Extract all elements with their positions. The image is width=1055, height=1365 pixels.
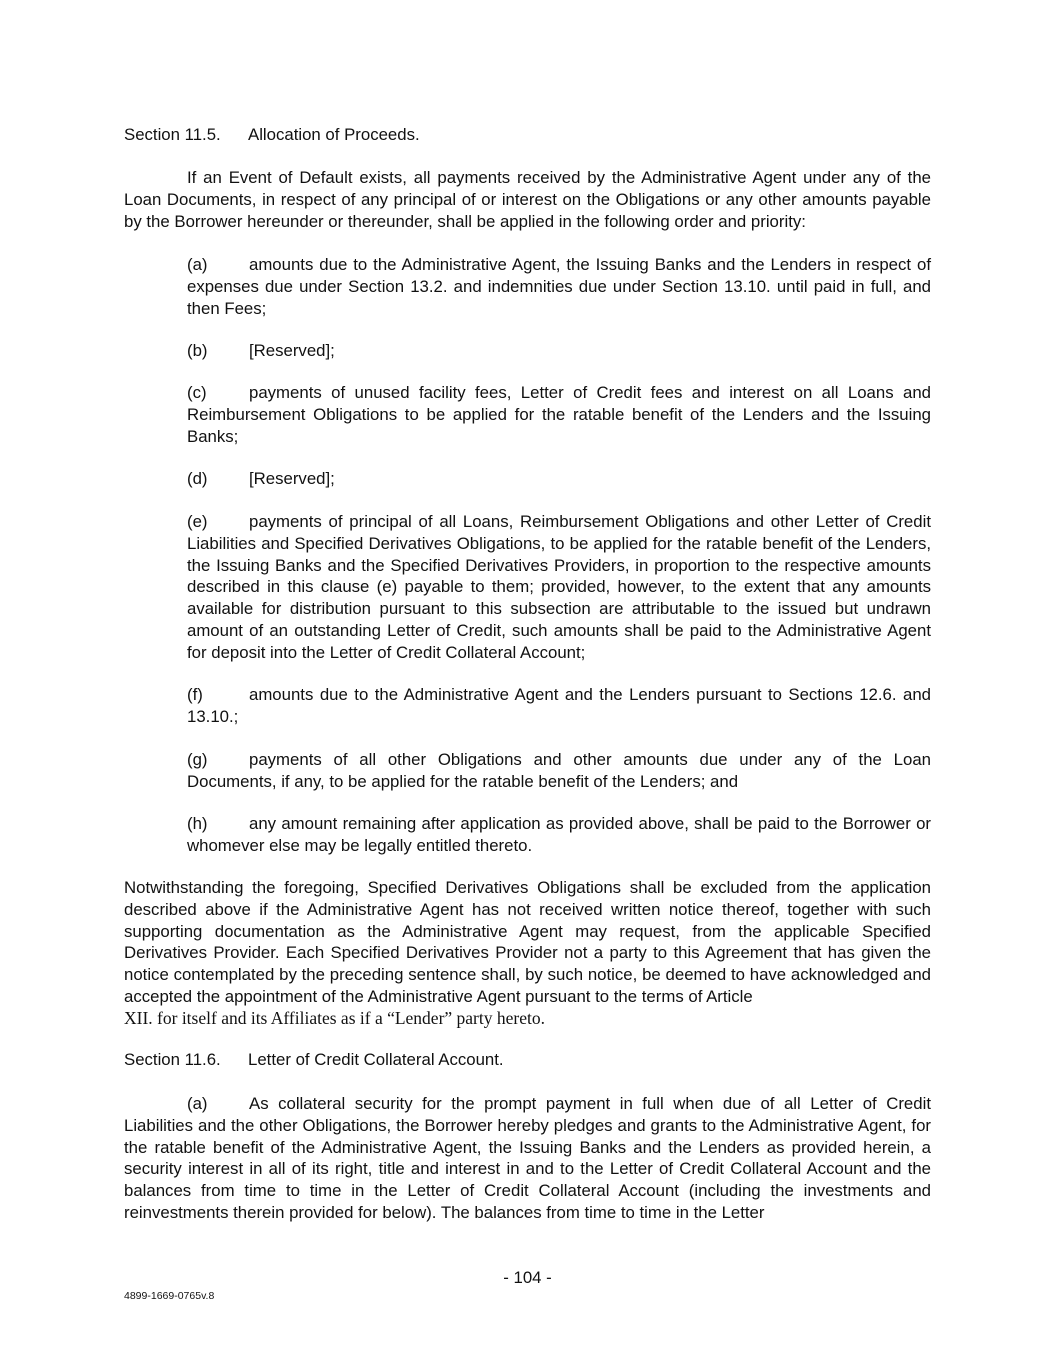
notwithstanding-tail: XII. for itself and its Affiliates as if a “Lender” party hereto. (124, 1007, 545, 1028)
item-label: (a) (187, 255, 208, 274)
page-number: - 104 - (503, 1268, 552, 1287)
item-label: (h) (187, 814, 208, 833)
item-label: (d) (187, 469, 208, 488)
section-title: Allocation of Proceeds. (248, 125, 420, 144)
item-text: amounts due to the Administrative Agent, the Issuing Banks and the Lenders in respect of expenses due under Section 13.2. and indemnities due under Section 13.10. until paid in full, and then Fees; (187, 255, 931, 318)
subsection-a-label: (a) (187, 1094, 208, 1113)
item-text: payments of unused facility fees, Letter of Credit fees and interest on all Loans and Reimbursement Obligations to be applied for the ratable benefit of the Lenders and the Issuing Banks; (187, 383, 931, 446)
item-text: amounts due to the Administrative Agent and the Lenders pursuant to Sections 12.6. and 13.10.; (187, 685, 931, 726)
item-text: [Reserved]; (249, 341, 335, 360)
section-title: Letter of Credit Collateral Account. (248, 1050, 504, 1069)
section-11-6-heading (124, 1049, 931, 1071)
item-label: (c) (187, 383, 207, 402)
list-item (187, 382, 931, 447)
item-label: (e) (187, 512, 208, 531)
notwithstanding-text: Notwithstanding the foregoing, Specified Derivatives Obligations shall be excluded from the application described above if the Administrative Agent has not received written notice thereof, together with such supporting documentation as the Administrative Agent may request, from the applicable Specified Derivatives Provider. Each Specified Derivatives Provider not a party to this Agreement that has given the notice contemplated by the preceding sentence shall, by such notice, be deemed to have acknowledged and accepted the appointment of the Administrative Agent pursuant to the terms of Article (124, 878, 931, 1006)
intro-text: If an Event of Default exists, all payments received by the Administrative Agent under any of the Loan Documents, in respect of any principal of or interest on the Obligations or any other amounts payable by the Borrower hereunder or thereunder, shall be applied in the following order and priority: (124, 168, 931, 231)
section-11-5-heading (124, 124, 931, 146)
list-item (187, 254, 931, 319)
item-text: any amount remaining after application as provided above, shall be paid to the Borrower or whomever else may be legally entitled thereto. (187, 814, 931, 855)
item-text: payments of all other Obligations and other amounts due under any of the Loan Documents, if any, to be applied for the ratable benefit of the Lenders; and (187, 750, 931, 791)
section-number: Section 11.6. (124, 1050, 221, 1069)
list-item (187, 340, 931, 362)
notwithstanding-paragraph (124, 877, 931, 1030)
list-item (187, 468, 931, 490)
item-label: (g) (187, 750, 208, 769)
item-text: payments of principal of all Loans, Reimbursement Obligations and other Letter of Credit Liabilities and Specified Derivatives Obligations, to be applied for the ratable benefit of the Lenders, the Issuing Banks and the Specified Derivatives Providers, in proportion to the respective amounts described in this clause (e) payable to them; provided, however, to the extent that any amounts available for distribution pursuant to this subsection are attributable to the issued but undrawn amount of an outstanding Letter of Credit, such amounts shall be paid to the Administrative Agent for deposit into the Letter of Credit Collateral Account; (187, 512, 931, 662)
list-item (187, 749, 931, 793)
section-number: Section 11.5. (124, 125, 221, 144)
list-item (187, 684, 931, 728)
intro-paragraph (124, 167, 931, 232)
subsection-a-paragraph (124, 1093, 931, 1224)
item-label: (f) (187, 685, 203, 704)
list-item (187, 813, 931, 857)
subsection-a-text: As collateral security for the prompt payment in full when due of all Letter of Credit Liabilities and the other Obligations, the Borrower hereby pledges and grants to the Administrative Agent, for the ratable benefit of the Administrative Agent, the Issuing Banks and the Lenders as provided herein, a security interest in all of its right, title and interest in and to the Letter of Credit Collateral Account and the balances from time to time in the Letter of Credit Collateral Account (including the investments and reinvestments therein provided for below). The balances from time to time in the Letter (124, 1094, 931, 1222)
list-item (187, 511, 931, 664)
document-id: 4899-1669-0765v.8 (124, 1290, 215, 1302)
item-text: [Reserved]; (249, 469, 335, 488)
item-label: (b) (187, 341, 208, 360)
